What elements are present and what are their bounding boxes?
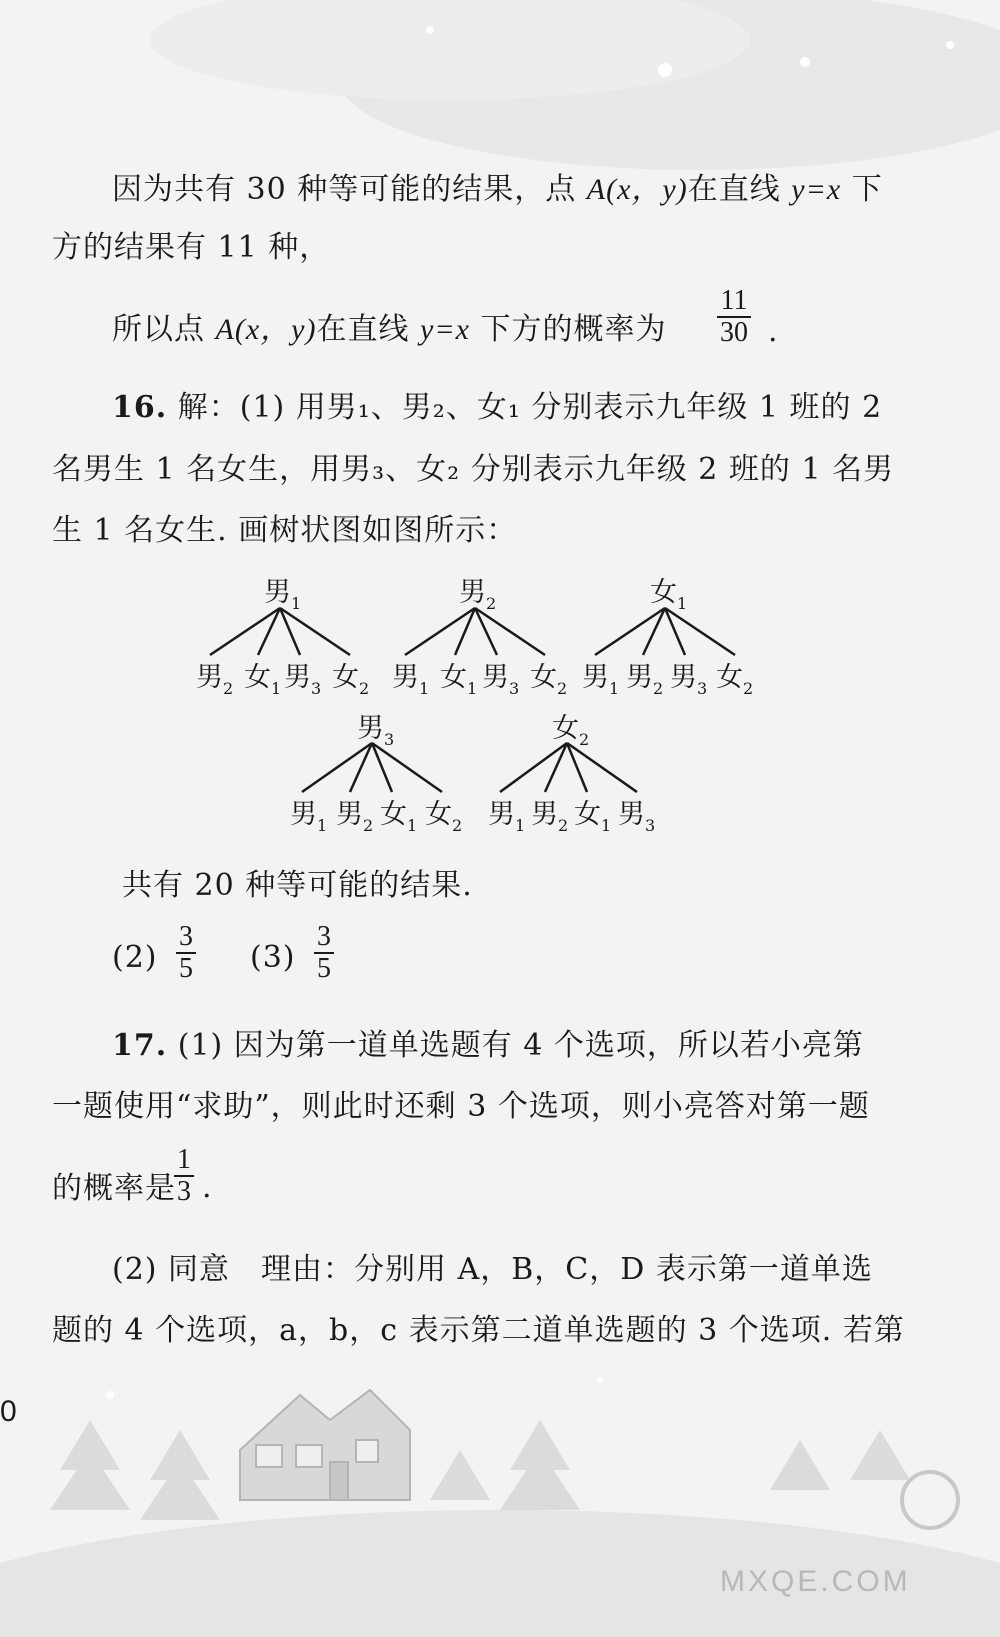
fraction-3-5 [176,922,196,984]
text: 下方的概率为 [469,312,667,347]
text: 解：(1) 用男₁、男₂、女₁ 分别表示九年级 1 班的 2 [167,390,883,425]
q17-line3: 的概率是 [52,1171,176,1206]
fraction-numerator: 11 [717,286,751,318]
q17-period: . [202,1170,213,1205]
tree2-leaf: 女$_1$ [440,662,478,698]
q17-line5: 题的 4 个选项，a，b，c 表示第二道单选题的 3 个选项. 若第 [52,1313,905,1348]
p1-period: . [768,314,779,349]
tree3-leaf: 男$_1$ [582,662,620,698]
fraction-1-3 [174,1145,194,1207]
tree1-leaf: 女$_1$ [244,662,282,698]
q16-part2-label: (2) [112,940,158,975]
tree5-leaf: 男$_2$ [531,799,569,835]
point-a: A(x，y) [586,173,688,206]
question-number: 17. [112,1028,168,1063]
fraction-numerator: 3 [314,922,334,954]
text: 因为共有 30 种等可能的结果，点 [112,172,587,207]
tree3-leaf: 男$_3$ [670,662,708,698]
page-number: 0 [0,1395,17,1428]
text: 所以点 [112,312,216,347]
tree3-leaf: 男$_2$ [626,662,664,698]
q17-line4: (2) 同意 理由：分别用 A，B，C，D 表示第一道单选 [112,1252,873,1287]
fraction-numerator: 3 [176,922,196,954]
tree5-leaf: 男$_3$ [618,799,656,835]
watermark: MXQE.COM [720,1565,911,1598]
tree5-root: 女$_2$ [552,713,590,749]
fraction-denominator: 5 [179,953,193,984]
tree2-leaf: 男$_3$ [482,662,520,698]
text: 下 [841,172,883,207]
text: 在直线 [687,172,792,207]
question-number: 16. [112,390,168,425]
tree1-leaf: 男$_2$ [196,662,234,698]
text: 在直线 [316,312,421,347]
tree4-leaf: 女$_1$ [380,799,418,835]
point-a: A(x，y) [215,313,317,346]
q16-line3: 生 1 名女生. 画树状图如图所示： [52,513,518,548]
fraction-numerator: 1 [174,1145,194,1177]
tree4-leaf: 男$_2$ [336,799,374,835]
tree2-leaf: 女$_2$ [530,662,568,698]
tree1-leaf: 女$_2$ [332,662,370,698]
fraction-denominator: 5 [317,953,331,984]
tree1-root: 男$_1$ [264,577,302,613]
fraction-3-5 [314,922,334,984]
q16-line2: 名男生 1 名女生，用男₃、女₂ 分别表示九年级 2 班的 1 名男 [52,452,895,487]
tree5-leaf: 女$_1$ [574,799,612,835]
p1-line2: 方的结果有 11 种， [52,230,331,265]
equation: y=x [791,173,842,206]
tree2-leaf: 男$_1$ [392,662,430,698]
tree3-leaf: 女$_2$ [716,662,754,698]
q16-part3-label: (3) [250,940,296,975]
tree2-root: 男$_2$ [459,577,497,613]
equation: y=x [420,313,470,346]
q17-line2: 一题使用“求助”，则此时还剩 3 个选项，则小亮答对第一题 [52,1089,870,1124]
tree1-leaf: 男$_3$ [284,662,322,698]
tree5-leaf: 男$_1$ [488,799,526,835]
q17-line1 [112,1020,864,1064]
fraction-denominator: 3 [177,1176,191,1207]
q16-total: 共有 20 种等可能的结果. [122,868,473,903]
fraction-denominator: 30 [720,317,748,348]
text: (1) 因为第一道单选题有 4 个选项，所以若小亮第 [167,1028,864,1063]
tree4-leaf: 男$_1$ [290,799,328,835]
tree4-root: 男$_3$ [357,713,395,749]
tree4-leaf: 女$_2$ [425,799,463,835]
tree3-root: 女$_1$ [650,577,688,613]
